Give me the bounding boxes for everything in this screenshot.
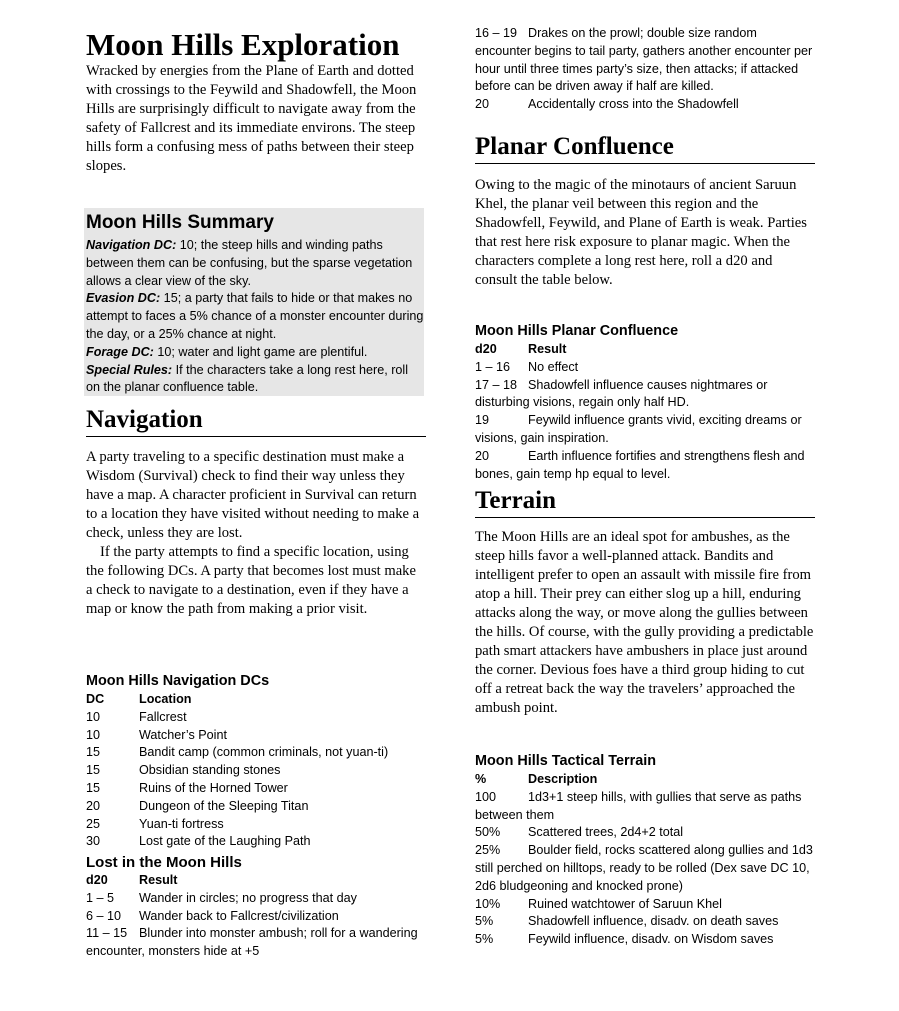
table-cell: Fallcrest (139, 709, 187, 724)
table-row (475, 25, 815, 96)
table-cell: Accidentally cross into the Shadowfell (528, 97, 739, 112)
table-row (475, 377, 815, 413)
planar-results-table (475, 341, 578, 377)
table-row (475, 359, 578, 377)
planar-table-title: Moon Hills Planar Confluence (475, 323, 679, 339)
table-row (86, 744, 388, 762)
tactical-header-table (475, 771, 597, 789)
table-header: Result (139, 873, 178, 887)
table-header-row (86, 872, 357, 890)
table-header-row (475, 341, 578, 359)
table-cell: No effect (528, 359, 579, 374)
table-row (86, 780, 388, 798)
table-cell: Blunder into monster ambush; roll for a wandering encounter, monsters hide at +5 (86, 926, 418, 959)
table-cell: 15 (86, 780, 101, 795)
table-row (86, 762, 388, 780)
table-header: d20 (86, 873, 108, 887)
navigation-table (86, 691, 388, 851)
navigation-heading: Navigation (86, 406, 426, 437)
table-cell: Wander back to Fallcrest/civilization (139, 908, 339, 923)
navigation-table-title: Moon Hills Navigation DCs (86, 673, 270, 689)
table-cell: Feywild influence grants vivid, exciting dreams or visions, gain inspiration. (475, 413, 802, 445)
table-header: % (475, 772, 487, 786)
table-cell: Shadowfell influence, disadv. on death saves (528, 914, 779, 929)
table-cell: 15 (86, 745, 101, 760)
planar-paragraph: Owing to the magic of the minotaurs of ancient Saruun Khel, the planar veil between this region and the Shadowfell, Feywild, and Plane of Earth is weak. Parties that rest here risk exposure to planar magic. When the characters complete a long rest here, roll a d20 and consult the table below. (475, 177, 807, 288)
table-cell: Earth influence fortifies and strengthens flesh and bones, gain temp hp equal to level. (475, 448, 805, 481)
table-cell: Bandit camp (common criminals, not yuan-ti) (139, 745, 389, 760)
table-cell: Drakes on the prowl; double size random encounter begins to tail party, gathers another encounter per hour until three times party’s size, then attacks; if attacked before can be driven away if half are killed. (475, 26, 813, 94)
table-row (475, 789, 815, 825)
table-cell: 17 – 18 (475, 377, 518, 392)
table-cell: Obsidian standing stones (139, 763, 281, 778)
table-row (475, 96, 815, 114)
table-cell: 50% (475, 825, 501, 840)
summary-text: 10; the steep hills and winding paths between them can be confusing, but the sparse vegetation allows a clear view of the sky. (86, 238, 413, 288)
tactical-table-title: Moon Hills Tactical Terrain (475, 753, 656, 769)
summary-label: Navigation DC: (86, 238, 177, 252)
table-header-row (475, 771, 597, 789)
table-cell: Wander in circles; no progress that day (139, 890, 357, 905)
summary-evasion (86, 290, 424, 343)
lost-table-continued (475, 25, 815, 114)
navigation-paragraph-2: If the party attempts to find a specific location, using the following DCs. A party that becomes lost must make a check to navigate to a destination, even if they have a map or know the path from making a prior visit. (86, 544, 416, 617)
summary-text: 15; a party that fails to hide or that makes no attempt to faces a 5% chance of a monster encounter during the day, or a 25% chance at night. (86, 291, 424, 341)
intro-paragraph: Wracked by energies from the Plane of Earth and dotted with crossings to the Feywild and Shadowfell, the Moon Hills are surprisingly difficult to navigate away from the safety of Fallcrest and its immediate environs. The steep hills form a confusing mess of paths between their steep slopes. (86, 63, 417, 174)
summary-text: 10; water and light game are plentiful. (153, 344, 368, 359)
table-cell: 1d3+1 steep hills, with gullies that serve as paths between them (475, 789, 802, 822)
navigation-body (86, 448, 426, 619)
tactical-terrain-table (475, 752, 815, 949)
table-cell: Dungeon of the Sleeping Titan (139, 798, 309, 813)
table-row (86, 709, 388, 727)
summary-text: If the characters take a long rest here, roll on the planar confluence table. (86, 362, 408, 395)
lost-table-title: Lost in the Moon Hills (86, 854, 242, 871)
table-row (86, 816, 388, 834)
table-row (475, 412, 815, 448)
table-cell: 20 (475, 448, 490, 463)
table-row (86, 925, 426, 961)
table-header: DC (86, 692, 105, 706)
planar-table (475, 322, 815, 483)
table-cell: Scattered trees, 2d4+2 total (528, 825, 684, 840)
table-cell: Yuan-ti fortress (139, 816, 224, 831)
table-row (86, 798, 388, 816)
table-cell: 1 – 5 (86, 890, 115, 905)
table-row (475, 824, 815, 842)
table-cell: 19 (475, 413, 490, 428)
summary-box (84, 208, 424, 396)
navigation-paragraph-1: A party traveling to a specific destination must make a Wisdom (Survival) check to find their way unless they have a map. A character proficient in Survival can return to a location they have visited without needing to make a check, unless they are lost. (86, 449, 420, 541)
table-cell: 100 (475, 789, 497, 804)
table-cell: Boulder field, rocks scattered along gullies and 1d3 still perched on hilltops, ready to be rolled (Dex save DC 10, 2d6 bludgeoning and knocked prone) (475, 843, 813, 893)
table-cell: 5% (475, 932, 494, 947)
table-cell: 11 – 15 (86, 926, 128, 941)
summary-special (86, 362, 424, 398)
table-cell: Lost gate of the Laughing Path (139, 834, 311, 849)
summary-forage (86, 344, 424, 362)
table-cell: 5% (475, 914, 494, 929)
table-header: Location (139, 692, 192, 706)
table-cell: 6 – 10 (86, 908, 122, 923)
table-row (86, 833, 388, 851)
table-cell: Watcher’s Point (139, 727, 227, 742)
table-cell: 25% (475, 843, 501, 858)
table-cell: 10 (86, 709, 101, 724)
table-header: Description (528, 772, 598, 786)
table-header: d20 (475, 342, 497, 356)
summary-title: Moon Hills Summary (86, 212, 274, 233)
table-row (86, 890, 357, 908)
table-cell: 1 – 16 (475, 359, 511, 374)
table-row (475, 913, 815, 931)
planar-confluence-heading: Planar Confluence (475, 133, 815, 164)
table-cell: 10 (86, 727, 101, 742)
table-row (475, 448, 815, 484)
table-cell: 20 (86, 798, 101, 813)
table-cell: Shadowfell influence causes nightmares or disturbing visions, regain only half HD. (475, 377, 768, 410)
lost-table (86, 853, 426, 961)
table-header-row (86, 691, 388, 709)
table-row (86, 727, 388, 745)
table-cell: 30 (86, 834, 101, 849)
table-cell: 25 (86, 816, 101, 831)
page-title: Moon Hills Exploration (86, 27, 400, 62)
table-cell: 15 (86, 763, 101, 778)
table-cell: 20 (475, 97, 490, 112)
summary-label: Special Rules: (86, 362, 173, 377)
table-row (86, 908, 357, 926)
summary-label: Forage DC: (86, 344, 154, 359)
table-cell: 16 – 19 (475, 26, 518, 40)
table-header: Result (528, 342, 567, 356)
terrain-heading: Terrain (475, 487, 815, 518)
table-row (475, 931, 815, 949)
table-cell: Ruined watchtower of Saruun Khel (528, 896, 722, 911)
table-row (475, 896, 815, 914)
table-cell: Ruins of the Horned Tower (139, 780, 288, 795)
summary-label: Evasion DC: (86, 291, 161, 306)
table-cell: 10% (475, 896, 501, 911)
navigation-dc-table (86, 672, 426, 851)
summary-navigation (86, 237, 424, 290)
lost-results-table (86, 872, 357, 925)
table-cell: Feywild influence, disadv. on Wisdom saves (528, 932, 774, 947)
table-row (475, 842, 815, 895)
terrain-paragraph: The Moon Hills are an ideal spot for ambushes, as the steep hills favor a well-planned attack. Bandits and intelligent prefer to open an assault with missile fire from atop a hill. Their prey can either slog up a hill, enduring attacks along the way, or move along the gullies between the hills. Of course, with the gully providing a predictable path smart attackers have ambushers in place just around the corner. Devious foes have a third group hiding to cut off a retreat back the way the travelers’ approached the ambush point. (475, 529, 814, 716)
